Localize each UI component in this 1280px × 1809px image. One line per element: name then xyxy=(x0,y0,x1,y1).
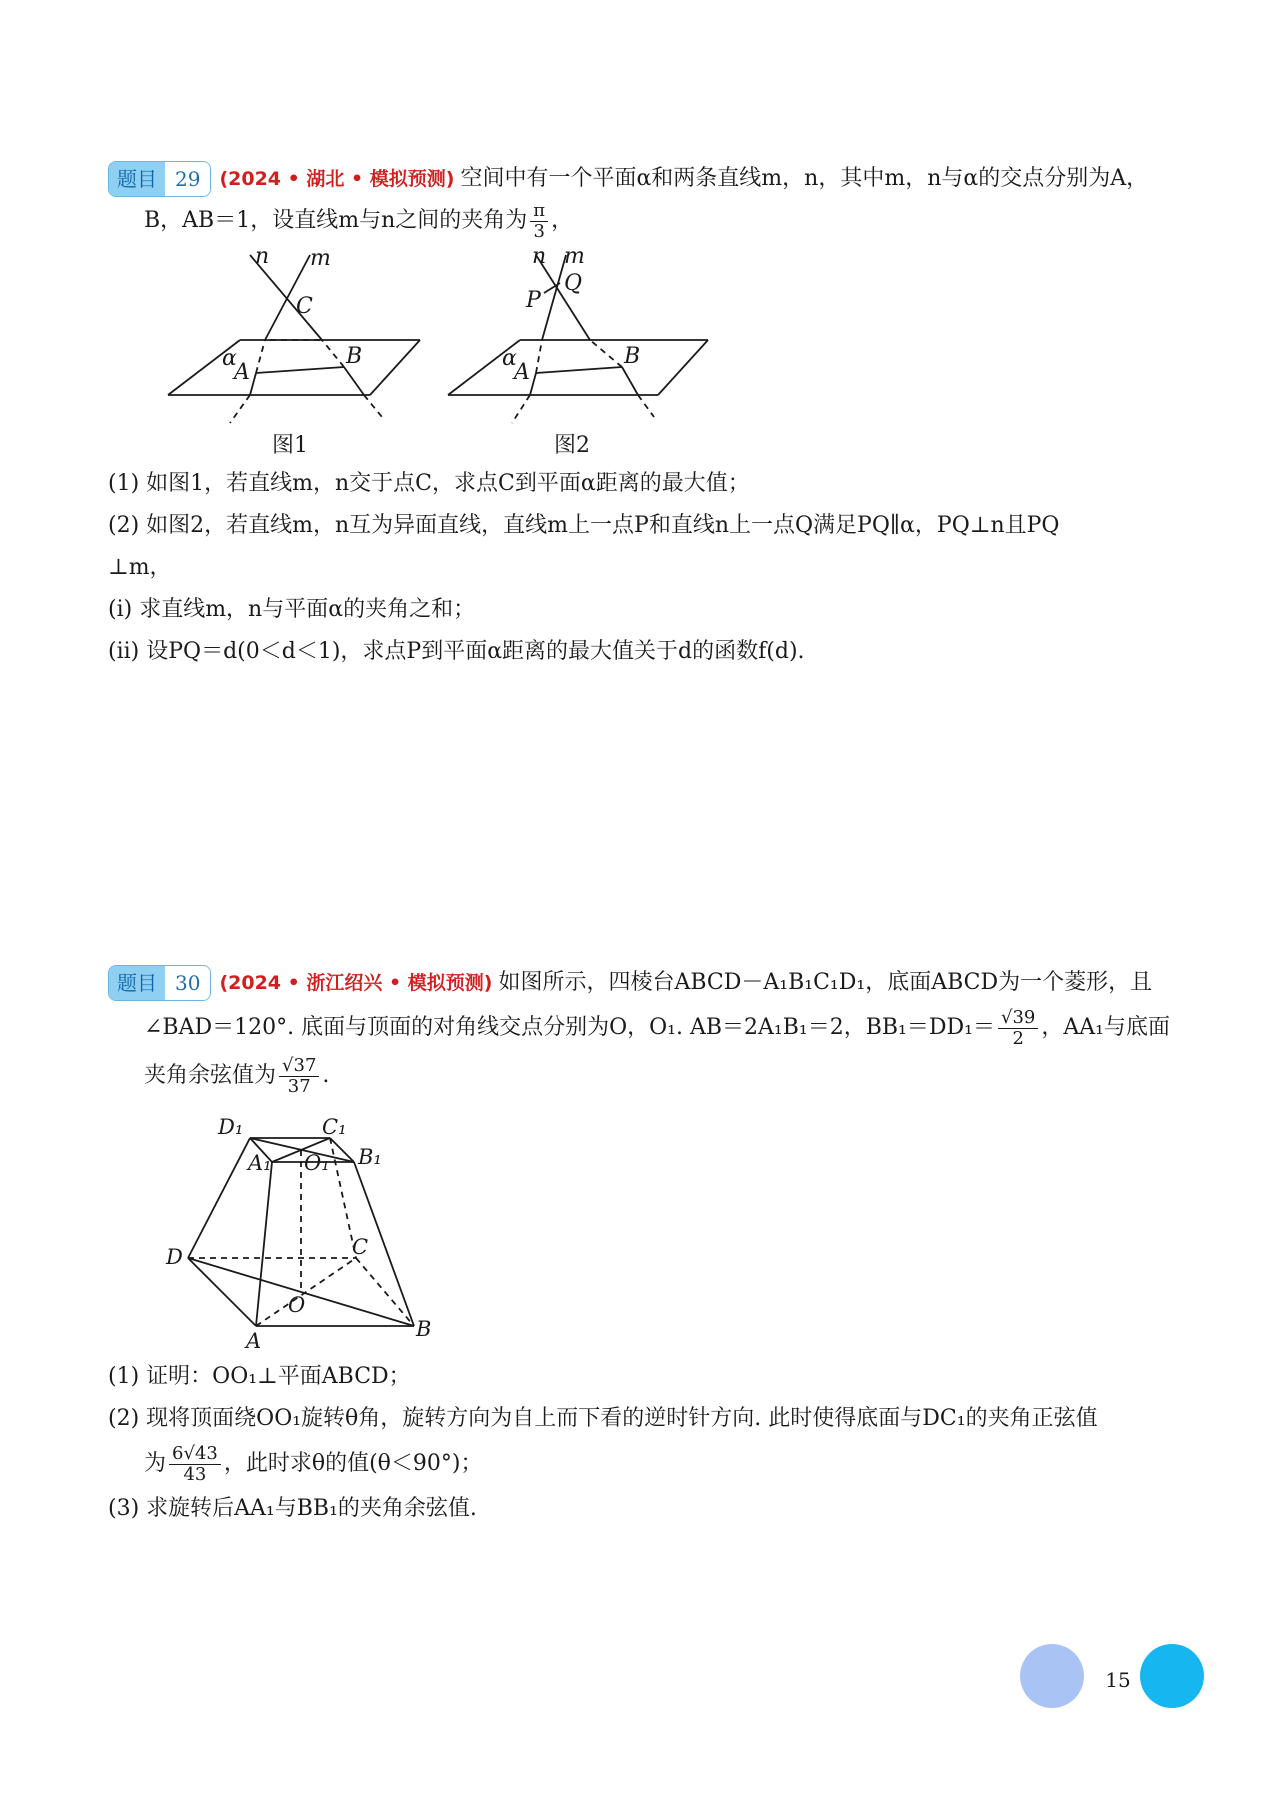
svg-text:Q: Q xyxy=(564,271,583,296)
problem-badge: 题目 30 xyxy=(108,965,211,1001)
fraction: $\frac{\pi}{3}$ xyxy=(530,201,548,242)
svg-text:C₁: C₁ xyxy=(322,1115,347,1139)
svg-text:A: A xyxy=(514,360,530,385)
svg-text:O₁: O₁ xyxy=(304,1151,330,1175)
problem-30-stem-line1: 题目 30 (2024 • 浙江绍兴 • 模拟预测) 如图所示，四棱台ABCD－A₁B₁C₁D₁，底面ABCD为一个菱形，且 xyxy=(108,962,1180,1004)
svg-text:n: n xyxy=(255,245,270,269)
question-2: (2) 现将顶面绕OO₁旋转θ角，旋转方向为自上而下看的逆时针方向. 此时使得底面与DC₁的夹角正弦值 xyxy=(108,1406,1098,1431)
svg-text:O: O xyxy=(288,1293,306,1317)
problem-source: (2024 • 湖北 • 模拟预测) xyxy=(219,168,455,190)
problem-30-stem-line2: ∠BAD＝120°. 底面与顶面的对角线交点分别为O，O₁. AB＝2A₁B₁＝2，BB₁＝DD₁＝ $\frac{√39}{2}$ ，AA₁与底面 xyxy=(144,1006,1170,1049)
svg-text:B: B xyxy=(416,1317,432,1341)
figure-1-caption: 图1 xyxy=(272,433,308,458)
problem-30 xyxy=(108,962,1180,1100)
svg-text:m: m xyxy=(564,245,585,269)
svg-text:α: α xyxy=(222,346,237,371)
question-1: (1) 如图1，若直线m，n交于点C，求点C到平面α距离的最大值； xyxy=(108,471,750,496)
question-3: (3) 求旋转后AA₁与BB₁的夹角余弦值. xyxy=(108,1496,477,1521)
svg-text:B: B xyxy=(346,344,363,369)
problem-30-questions xyxy=(108,1356,1180,1530)
question-2-i: (i) 求直线m，n与平面α的夹角之和； xyxy=(108,597,476,622)
fraction: $\frac{√39}{2}$ xyxy=(998,1008,1038,1049)
fraction: $\frac{6√43}{43}$ xyxy=(169,1444,221,1485)
figure-1 xyxy=(160,245,440,430)
question-2-ii: (ii) 设PQ＝d(0＜d＜1)，求点P到平面α距离的最大值关于d的函数f(d). xyxy=(108,639,805,664)
page-number-decoration-right xyxy=(1140,1644,1204,1708)
problem-30-stem-line3: 夹角余弦值为 $\frac{√37}{37}$ . xyxy=(144,1054,330,1097)
question-1: (1) 证明：OO₁⊥平面ABCD； xyxy=(108,1364,411,1389)
problem-29 xyxy=(108,158,1180,242)
frustum-figure xyxy=(160,1110,450,1350)
svg-text:α: α xyxy=(502,346,517,371)
svg-text:A₁: A₁ xyxy=(248,1151,272,1175)
svg-text:n: n xyxy=(532,245,547,269)
question-2-cont: 为 $\frac{6√43}{43}$ ，此时求θ的值(θ＜90°)； xyxy=(144,1442,483,1485)
problem-badge: 题目 29 xyxy=(108,161,211,197)
svg-text:D: D xyxy=(166,1245,183,1269)
svg-text:B: B xyxy=(624,344,641,369)
figure-2 xyxy=(440,245,720,430)
svg-text:D₁: D₁ xyxy=(218,1115,244,1139)
page-number-decoration-left xyxy=(1020,1644,1084,1708)
question-2-cont: ⊥m， xyxy=(108,555,172,580)
question-2: (2) 如图2，若直线m，n互为异面直线，直线m上一点P和直线n上一点Q满足PQ∥α，PQ⊥n且PQ xyxy=(108,513,1060,538)
svg-text:A: A xyxy=(246,1329,262,1350)
page-number: 15 xyxy=(1105,1668,1131,1692)
svg-text:A: A xyxy=(234,360,250,385)
fraction: $\frac{√37}{37}$ xyxy=(279,1056,319,1097)
svg-text:B₁: B₁ xyxy=(358,1145,382,1169)
svg-text:C: C xyxy=(296,294,313,319)
svg-text:m: m xyxy=(310,246,331,271)
problem-29-questions xyxy=(108,463,1180,673)
problem-29-stem-line2: B，AB＝1，设直线m与n之间的夹角为 $\frac{\pi}{3}$ ， xyxy=(144,199,574,242)
problem-source: (2024 • 浙江绍兴 • 模拟预测) xyxy=(219,972,493,994)
problem-29-stem-line1: 题目 29 (2024 • 湖北 • 模拟预测) 空间中有一个平面α和两条直线m，n，其中m，n与α的交点分别为A， xyxy=(108,158,1180,200)
svg-text:C: C xyxy=(352,1235,369,1259)
figure-2-caption: 图2 xyxy=(554,433,590,458)
svg-text:P: P xyxy=(526,288,541,313)
